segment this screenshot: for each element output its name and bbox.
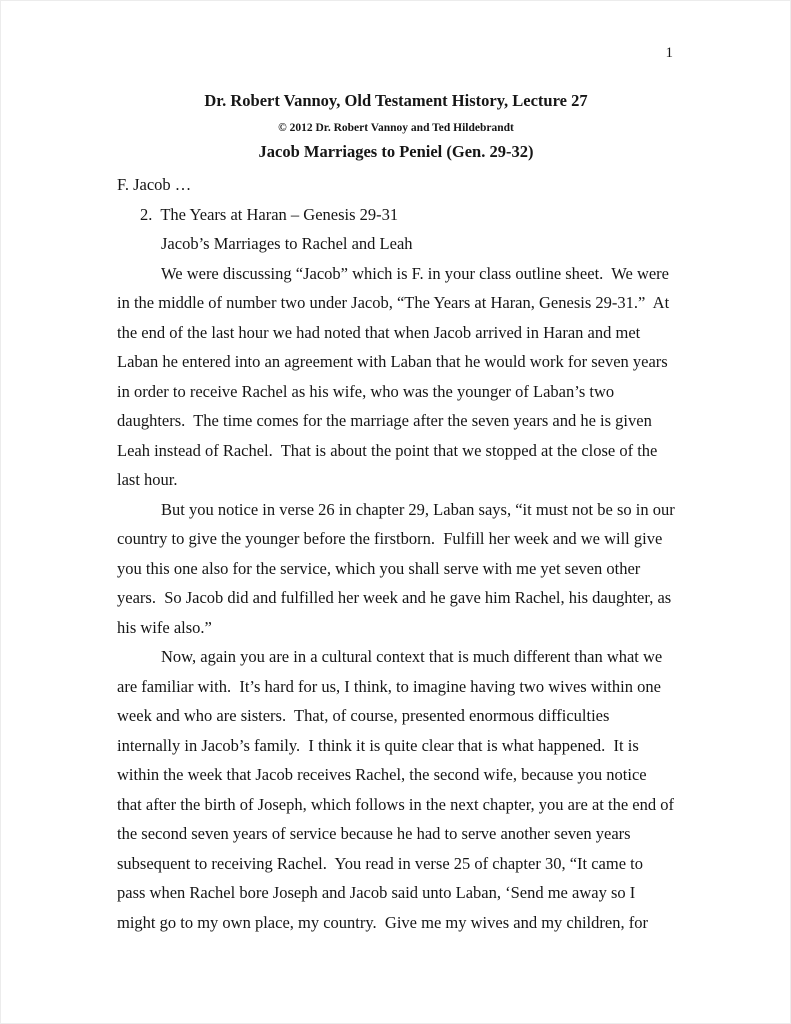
document-subtitle: Jacob Marriages to Peniel (Gen. 29-32) bbox=[258, 142, 534, 161]
paragraph-3: Now, again you are in a cultural context that is much different than what we are familiar with. It’s hard for us, I think, to imagine having two wives within one week and who are sisters. That, of course, presented enormous difficulties internally in Jacob’s family. I think it is quite clear that is what happened. It is within the week that Jacob receives Rachel, the second wife, because you notice that after the birth of Joseph, which follows in the next chapter, you are at the end of the second seven years of service because he had to serve another seven years subsequent to receiving Rachel. You read in verse 25 of chapter 30, “It came to pass when Rachel bore Joseph and Jacob said unto Laban, ‘Send me away so I might go to my own place, my country. Give me my wives and my children, for bbox=[117, 647, 679, 932]
outline-item-jacobs-marriages: Jacob’s Marriages to Rachel and Leah bbox=[161, 234, 413, 253]
outline-item-f-jacob: F. Jacob … bbox=[117, 175, 192, 194]
page-number: 1 bbox=[665, 45, 673, 61]
document-title: Dr. Robert Vannoy, Old Testament History, Lecture 27 bbox=[204, 91, 588, 110]
paragraph-2: But you notice in verse 26 in chapter 29, Laban says, “it must not be so in our country to give the younger before the firstborn. Fulfill her week and we will give you this one also for the service, which you shall serve with me yet seven other years. So Jacob did and fulfilled her week and he gave him Rachel, his daughter, as his wife also.” bbox=[117, 499, 679, 637]
outline-item-years-at-haran: 2. The Years at Haran – Genesis 29-31 bbox=[140, 204, 399, 224]
copyright-line: © 2012 Dr. Robert Vannoy and Ted Hildebrandt bbox=[278, 122, 514, 134]
paragraph-1: We were discussing “Jacob” which is F. in your class outline sheet. We were in the middle of number two under Jacob, “The Years at Haran, Genesis 29-31.” At the end of the last hour we had noted that when Jacob arrived in Haran and met Laban he entered into an agreement with Laban that he would work for seven years in order to receive Rachel as his wife, who was the younger of Laban’s two daughters. The time comes for the marriage after the seven years and he is given Leah instead of Rachel. That is about the point that we stopped at the close of the last hour. bbox=[117, 263, 674, 489]
